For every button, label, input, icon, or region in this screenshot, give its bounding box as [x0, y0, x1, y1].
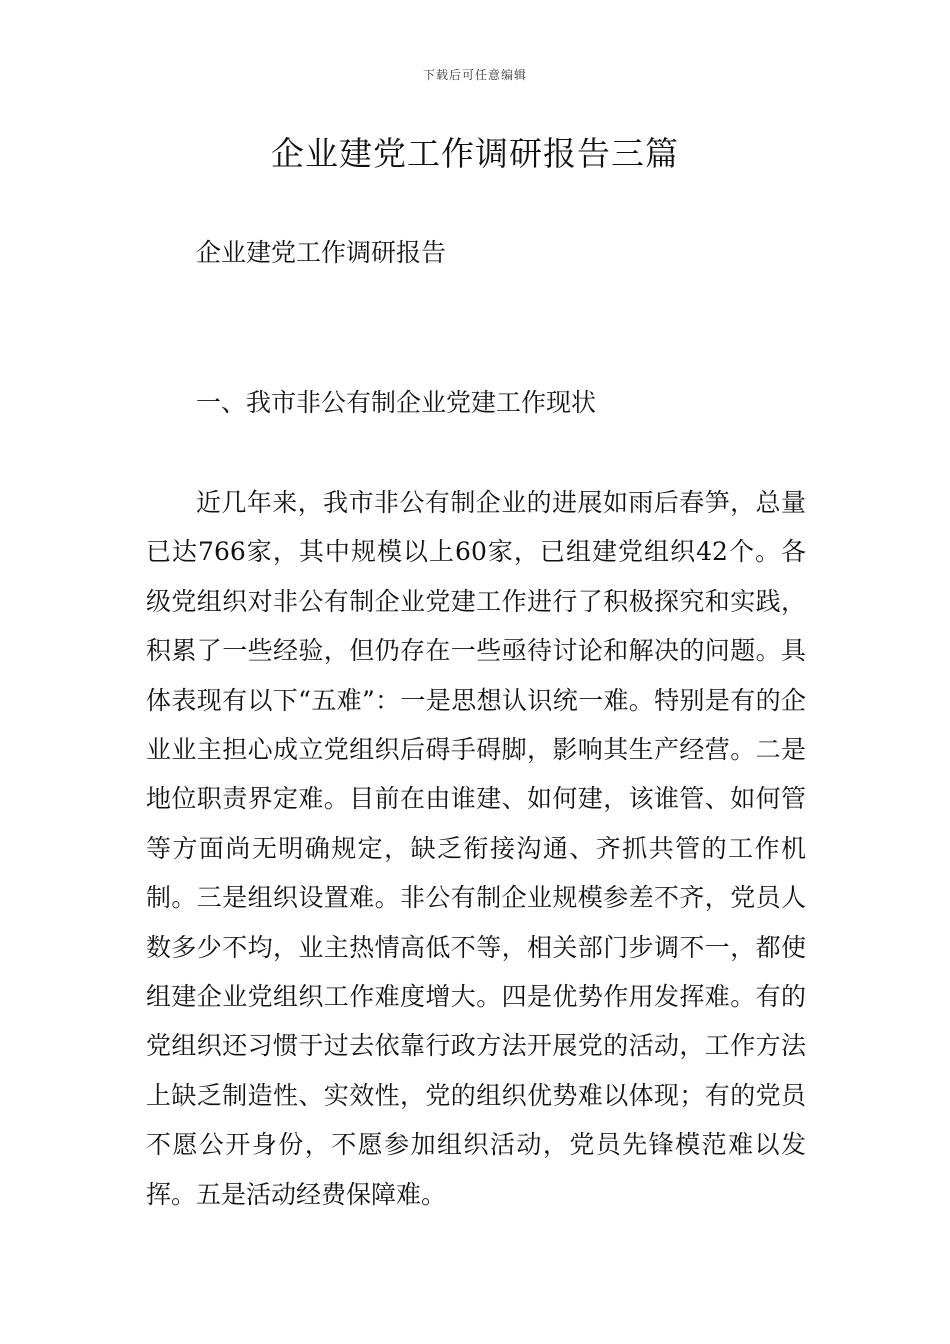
- report-subtitle: 企业建党工作调研报告: [196, 238, 447, 267]
- header-note: 下载后可任意编辑: [422, 68, 527, 82]
- body-paragraph: 近几年来，我市非公有制企业的进展如雨后春笋，总量已达766家，其中规模以上60家，已组建党组织42个。各级党组织对非公有制企业党建工作进行了积极探究和实践，积累了一些经验，但仍存在一些亟待讨论和解决的问题。具体表现有以下“五难”：一是思想认识统一难。特别是有的企业业主担心成立党组织后碍手碍脚，影响其生产经营。二是地位职责界定难。目前在由谁建、如何建，该谁管、如何管等方面尚无明确规定，缺乏衔接沟通、齐抓共管的工作机制。三是组织设置难。非公有制企业规模参差不齐，党员人数多少不均，业主热情高低不等，相关部门步调不一，都使组建企业党组织工作难度增大。四是优势作用发挥难。有的党组织还习惯于过去依靠行政方法开展党的活动，工作方法上缺乏制造性、实效性，党的组织优势难以体现；有的党员不愿公开身份，不愿参加组织活动，党员先锋模范难以发挥。五是活动经费保障难。: [146, 488, 806, 1209]
- section-heading: 一、我市非公有制企业党建工作现状: [196, 388, 597, 417]
- document-title: 企业建党工作调研报告三篇: [271, 134, 679, 173]
